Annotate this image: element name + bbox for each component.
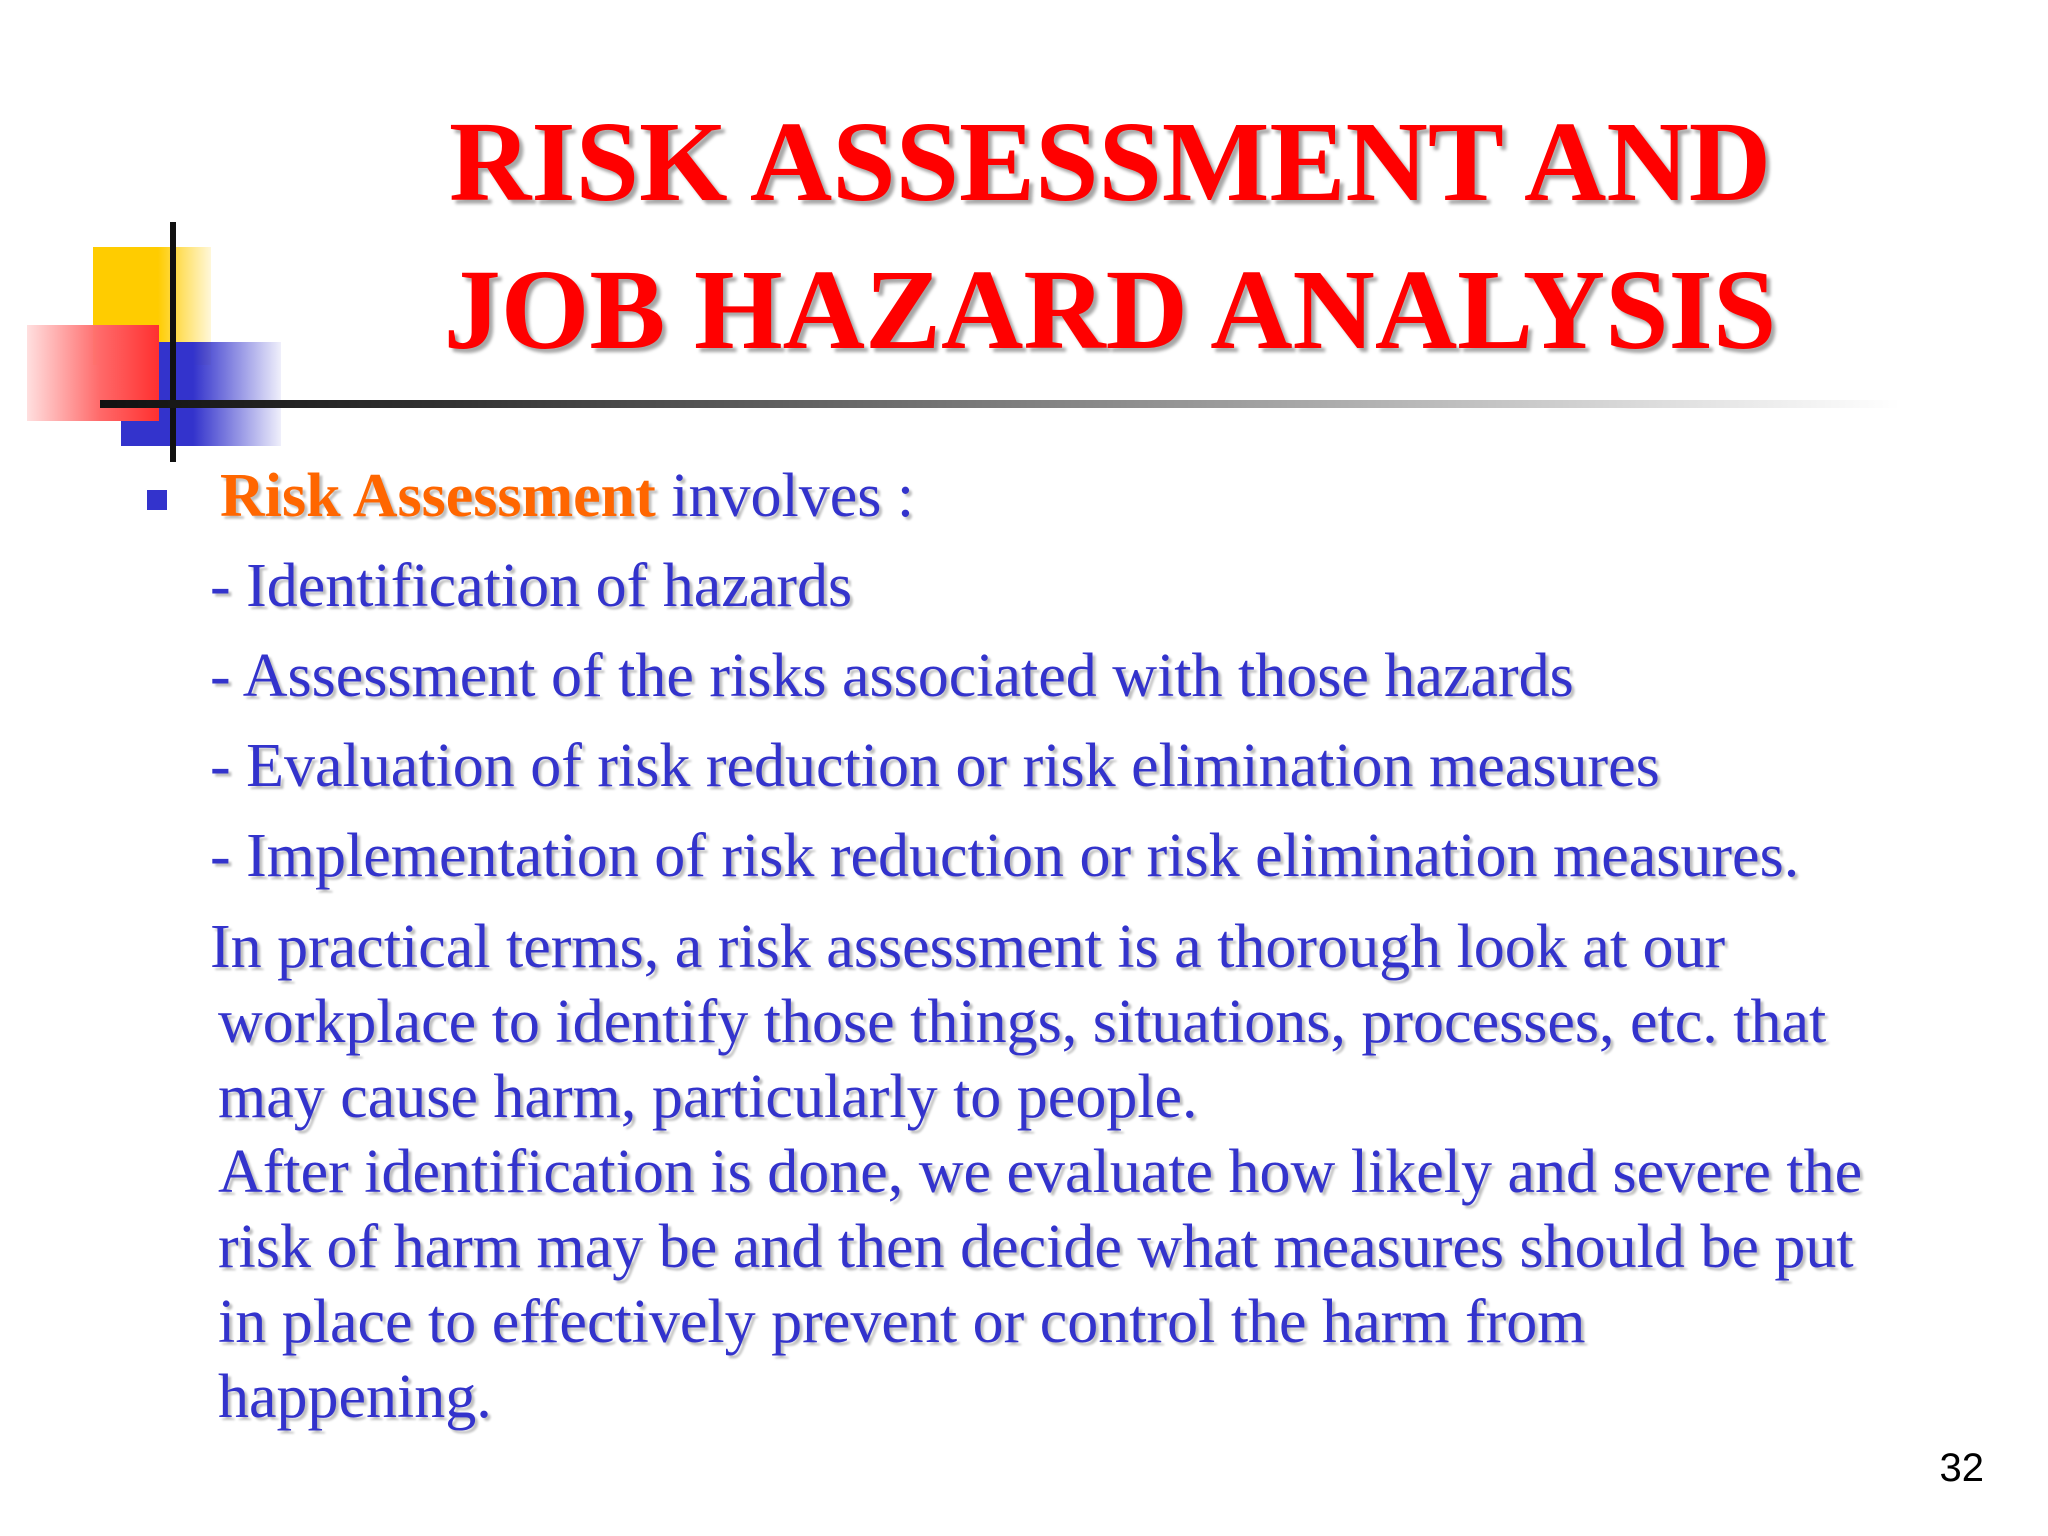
paragraph-line: After identification is done, we evaluate how likely and severe the xyxy=(218,1138,1863,1206)
slide-title-line-1: RISK ASSESSMENT AND xyxy=(448,98,1772,225)
square-bullet-icon xyxy=(147,490,167,510)
sub-item: - Assessment of the risks associated with those hazards xyxy=(210,642,1574,710)
paragraph-line: may cause harm, particularly to people. xyxy=(218,1063,1198,1131)
sub-item: - Implementation of risk reduction or risk elimination measures. xyxy=(210,822,1800,890)
sub-item: - Identification of hazards xyxy=(210,552,853,620)
paragraph-line: workplace to identify those things, situations, processes, etc. that xyxy=(218,988,1827,1056)
bullet-lead-line xyxy=(220,458,914,534)
paragraph-line: In practical terms, a risk assessment is a thorough look at our xyxy=(210,913,1726,981)
highlight-term: Risk Assessment xyxy=(220,462,656,530)
sub-item: - Evaluation of risk reduction or risk elimination measures xyxy=(210,732,1660,800)
paragraph-line: risk of harm may be and then decide what measures should be put xyxy=(218,1213,1854,1281)
lead-rest-text: involves : xyxy=(655,462,915,530)
paragraph-line: in place to effectively prevent or control the harm from xyxy=(218,1288,1586,1356)
explanation-paragraph xyxy=(210,910,2038,1435)
slide-title-line-2: JOB HAZARD ANALYSIS xyxy=(443,246,1777,373)
page-number: 32 xyxy=(1939,1446,1984,1490)
paragraph-line: happening. xyxy=(218,1363,492,1431)
